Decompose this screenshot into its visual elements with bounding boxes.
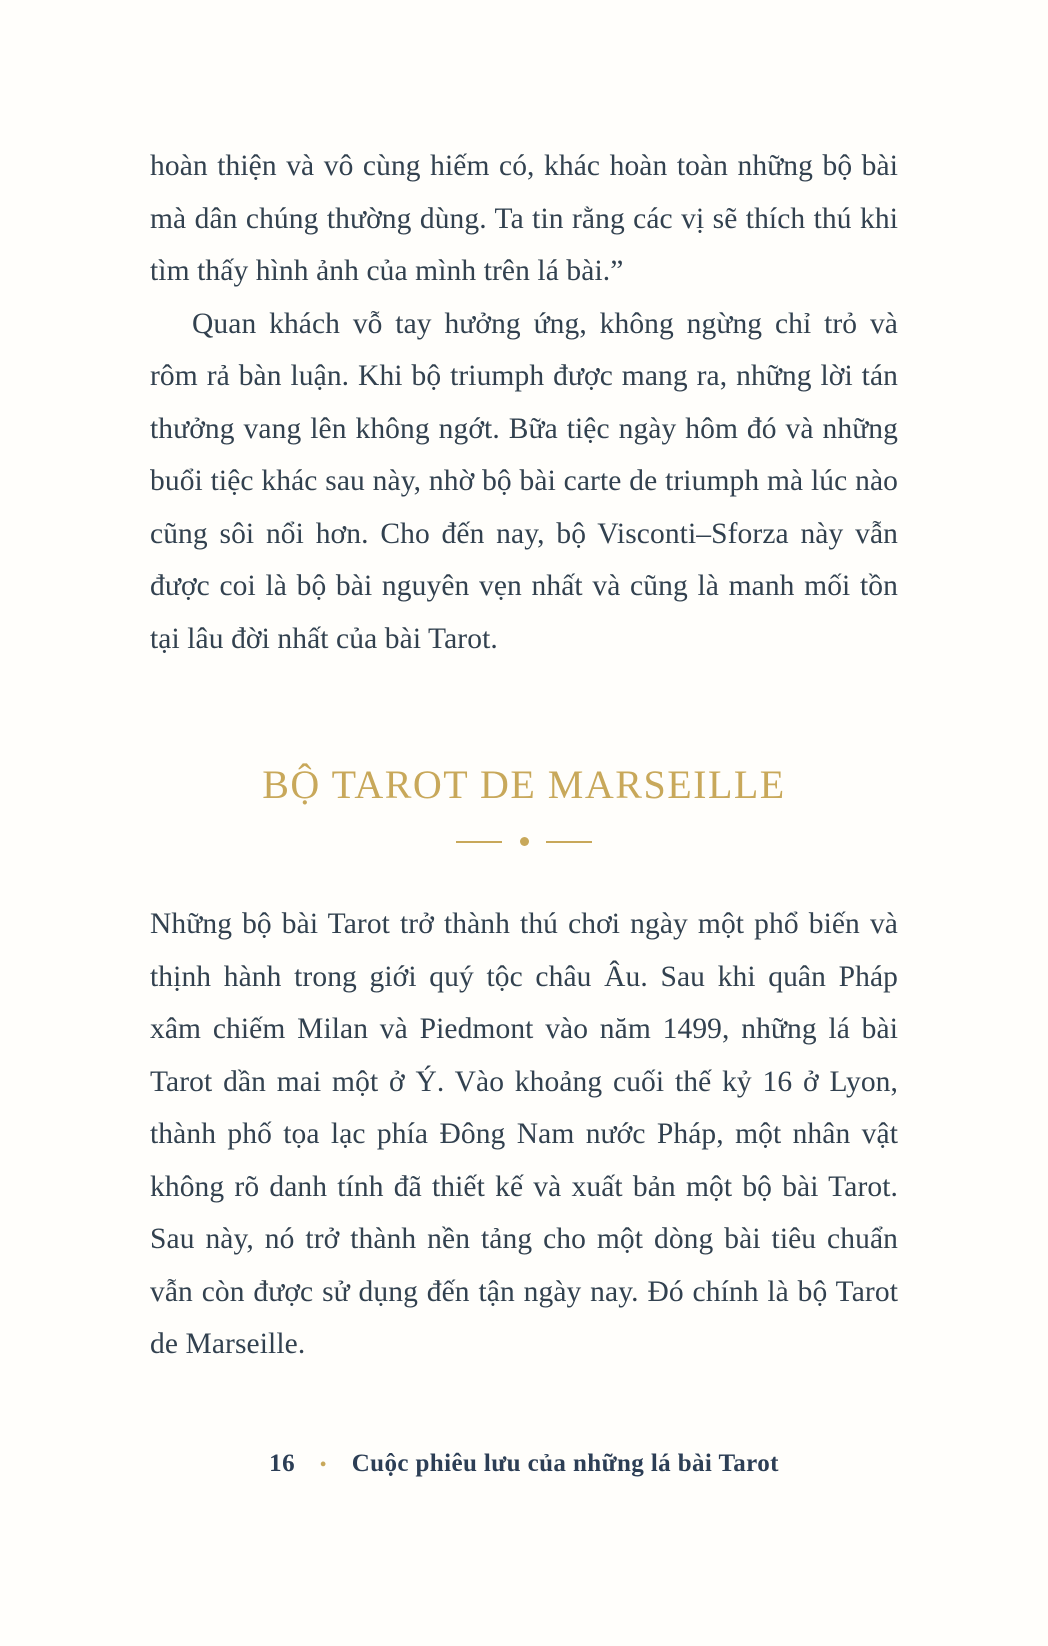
divider-ornament bbox=[456, 834, 592, 850]
divider-bar-right bbox=[546, 841, 592, 843]
paragraph: Những bộ bài Tarot trở thành thú chơi ngày một phổ biến và thịnh hành trong giới quý tộc châu Âu. Sau khi quân Pháp xâm chiếm Milan và Piedmont vào năm 1499, những lá bài Tarot dần mai một ở Ý. Vào khoảng cuối thế kỷ 16 ở Lyon, thành phố tọa lạc phía Đông Nam nước Pháp, một nhân vật không rõ danh tính đã thiết kế và xuất bản một bộ bài Tarot. Sau này, nó trở thành nền tảng cho một dòng bài tiêu chuẩn vẫn còn được sử dụng đến tận ngày nay. Đó chính là bộ Tarot de Marseille. bbox=[150, 908, 898, 1360]
paragraph: Quan khách vỗ tay hưởng ứng, không ngừng chỉ trỏ và rôm rả bàn luận. Khi bộ triumph được mang ra, những lời tán thưởng vang lên không ngớt. Bữa tiệc ngày hôm đó và những buổi tiệc khác sau này, nhờ bộ bài carte de triumph mà lúc nào cũng sôi nổi hơn. Cho đến nay, bộ Visconti–Sforza này vẫn được coi là bộ bài nguyên vẹn nhất và cũng là manh mối tồn tại lâu đời nhất của bài Tarot. bbox=[150, 307, 898, 655]
divider-bar-left bbox=[456, 841, 502, 843]
page-body bbox=[150, 140, 898, 665]
page-footer bbox=[0, 1450, 1048, 1478]
page-number: 16 bbox=[269, 1450, 295, 1477]
section-heading: BỘ TAROT DE MARSEILLE bbox=[262, 762, 786, 807]
divider-dot bbox=[520, 837, 529, 846]
section-body bbox=[150, 898, 898, 1371]
running-head: Cuộc phiêu lưu của những lá bài Tarot bbox=[351, 1450, 779, 1477]
footer-separator-dot: • bbox=[319, 1453, 328, 1476]
paragraph: hoàn thiện và vô cùng hiếm có, khác hoàn toàn những bộ bài mà dân chúng thường dùng. Ta tin rằng các vị sẽ thích thú khi tìm thấy hình ảnh của mình trên lá bài.” bbox=[150, 150, 898, 287]
